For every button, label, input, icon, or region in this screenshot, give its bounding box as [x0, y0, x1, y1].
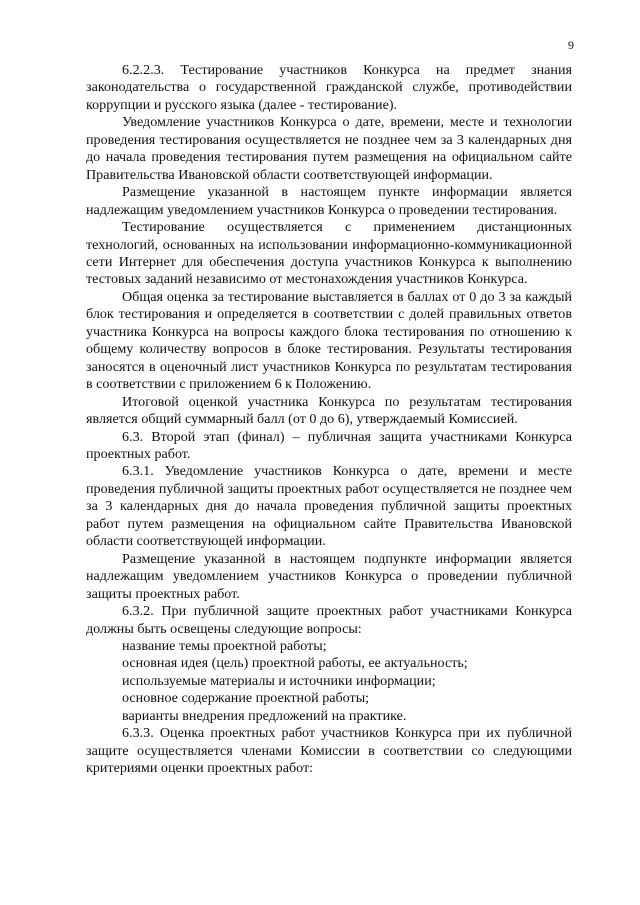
- list-item: название темы проектной работы;: [122, 637, 327, 654]
- paragraph-remote-testing: Тестирование осуществляется с применением дистанционных технологий, основанных на использовании информационно-коммуникационной сети Интернет для обеспечения доступа участников Конкурса к выполнению тестовых заданий независимо от местонахождения участников Конкурса.: [86, 219, 572, 288]
- paragraph-final-testing-score: Итоговой оценкой участника Конкурса по результатам тестирования является общий суммарный балл (от 0 до 6), утверждаемый Комиссией.: [86, 393, 572, 428]
- paragraph-6-3: 6.3. Второй этап (финал) – публичная защита участниками Конкурса проектных работ.: [86, 428, 572, 462]
- paragraph-testing-notice-validity: Размещение указанной в настоящем пункте информации является надлежащим уведомлением участников Конкурса о проведении тестирования.: [86, 184, 572, 218]
- document-body: [86, 62, 572, 778]
- paragraph-defense-notice-validity: Размещение указанной в настоящем подпункте информации является надлежащим уведомлением участников Конкурса о проведении публичной защиты проектных работ.: [86, 550, 572, 602]
- paragraph-testing-notice: Уведомление участников Конкурса о дате, времени, месте и технологии проведения тестирования осуществляется не позднее чем за 3 календарных дня до начала проведения тестирования путем размещения на официальном сайте Правительства Ивановской области соответствующей информации.: [86, 114, 572, 183]
- paragraph-testing-score: Общая оценка за тестирование выставляется в баллах от 0 до 3 за каждый блок тестирования и определяется в соответствии с долей правильных ответов участника Конкурса на вопросы каждого блока тестирования по отношению к общему количеству вопросов в блоке тестирования. Результаты тестирования заносятся в оценочный лист участников Конкурса по результатам тестирования в соответствии с приложением 6 к Положению.: [86, 288, 572, 393]
- page-number: 9: [568, 38, 574, 52]
- list-item: основное содержание проектной работы;: [122, 690, 370, 707]
- paragraph-6-3-1: 6.3.1. Уведомление участников Конкурса о дате, времени и месте проведения публичной защиты проектных работ осуществляется не позднее чем за 3 календарных дня до начала проведения публичной защиты проектных работ путем размещения на официальном сайте Правительства Ивановской области соответствующей информации.: [86, 463, 572, 550]
- list-item: используемые материалы и источники информации;: [122, 672, 436, 689]
- list-item: основная идея (цель) проектной работы, ее актуальность;: [122, 655, 468, 672]
- paragraph-6-3-3: 6.3.3. Оценка проектных работ участников Конкурса при их публичной защите осуществляется членами Комиссии в соответствии со следующими критериями оценки проектных работ:: [86, 725, 572, 777]
- paragraph-6-3-2: 6.3.2. При публичной защите проектных работ участниками Конкурса должны быть освещены следующие вопросы:: [86, 603, 572, 637]
- paragraph-6-2-2-3: 6.2.2.3. Тестирование участников Конкурса на предмет знания законодательства о государственной гражданской службе, противодействии коррупции и русского языка (далее - тестирование).: [86, 62, 572, 113]
- defense-questions-list: [86, 638, 572, 725]
- list-item: варианты внедрения предложений на практике.: [122, 707, 407, 724]
